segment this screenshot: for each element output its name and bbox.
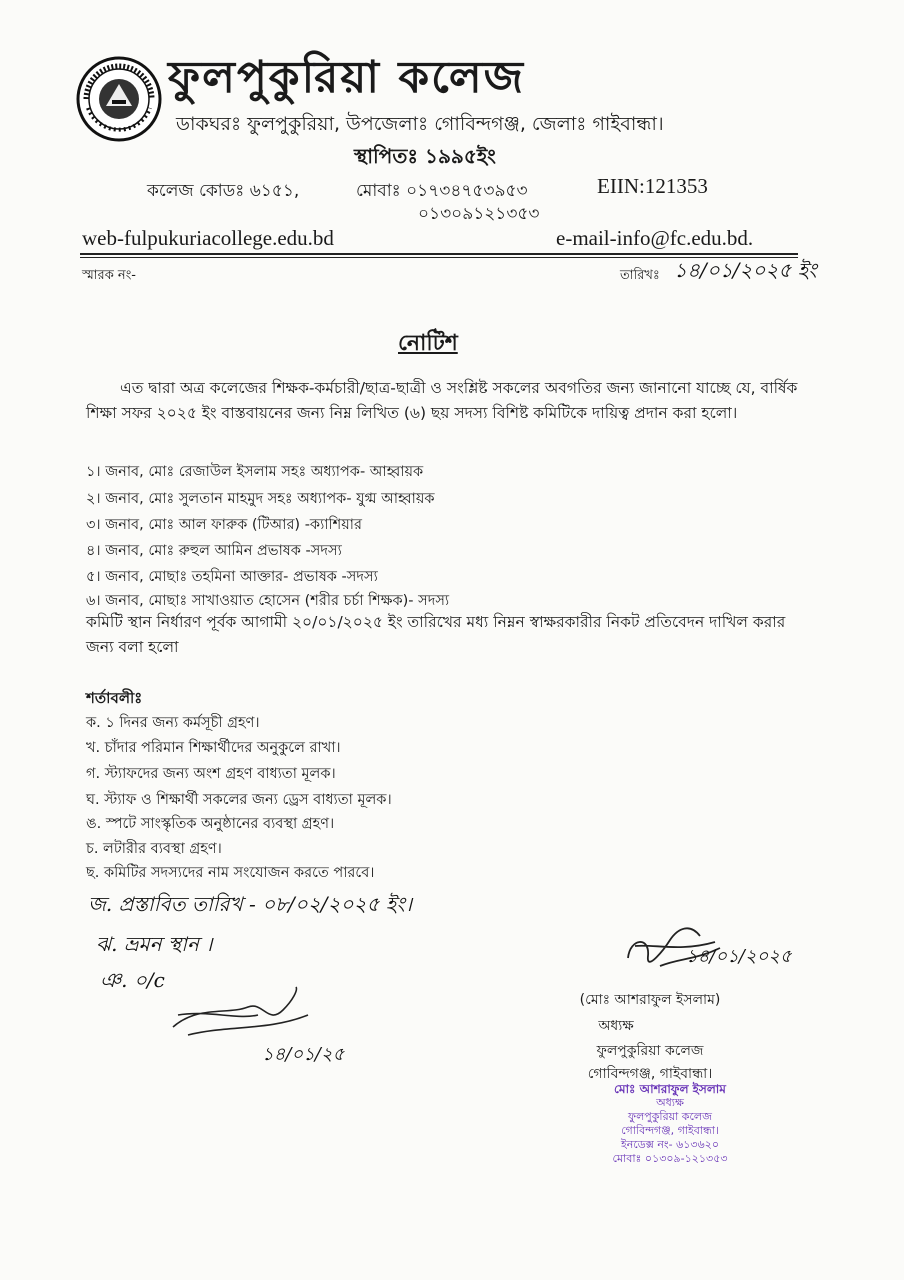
mobile-2: ০১৩০৯১২১৩৫৩: [418, 204, 540, 224]
signatory-name: (মোঃ আশরাফুল ইসলাম): [579, 992, 721, 1008]
member-item: ১। জনাব, মোঃ রেজাউল ইসলাম সহঃ অধ্যাপক- আহ্বায়ক: [86, 464, 424, 480]
stamp-designation: অধ্যক্ষ: [656, 1096, 684, 1109]
term-item: ছ. কমিটির সদস্যদের নাম সংযোজন করতে পারবে।: [86, 865, 375, 881]
address: ডাকঘরঃ ফুলপুকুরিয়া, উপজেলাঃ গোবিন্দগঞ্জ, জেলাঃ গাইবান্ধা।: [176, 113, 664, 135]
date-handwritten: ১৪/০১/২০২৫ ইং: [674, 258, 817, 282]
handwritten-note: জ. প্রস্তাবিত তারিখ - ০৮/০২/২০২৫ ইং।: [88, 892, 413, 916]
member-item: ৪। জনাব, মোঃ রুহুল আমিন প্রভাষক -সদস্য: [86, 543, 342, 559]
term-item: চ. লটারীর ব্যবস্থা গ্রহণ।: [86, 841, 222, 857]
stamp-index: ইনডেক্স নং- ৬১৩৬২০: [620, 1138, 720, 1151]
term-item: ঙ. স্পটে সাংস্কৃতিক অনুষ্ঠানের ব্যবস্থা গ্রহণ।: [86, 816, 335, 832]
notice-intro: এত দ্বারা অত্র কলেজের শিক্ষক-কর্মচারী/ছাত্র-ছাত্রী ও সংশ্লিষ্ট সকলের অবগতির জন্য জানানো যাচ্ছে যে, বার্ষিক শিক্ষা সফর ২০২৫ ইং বাস্তবায়নের জন্য নিম্ন লিখিত (৬) ছয় সদস্য বিশিষ্ট কমিটিকে দায়িত্ব প্রদান করা হলো।: [86, 379, 798, 422]
college-logo-icon: [76, 56, 162, 142]
member-item: ২। জনাব, মোঃ সুলতান মাহমুদ সহঃ অধ্যাপক- যুগ্ম আহ্বায়ক: [86, 491, 435, 507]
member-item: ৬। জনাব, মোছাঃ সাখাওয়াত হোসেন (শরীর চর্চা শিক্ষক)- সদস্য: [86, 593, 450, 609]
terms-title: শর্তাবলীঃ: [86, 689, 143, 707]
term-item: খ. চাঁদার পরিমান শিক্ষার্থীদের অনুকুলে রাখা।: [86, 740, 341, 756]
college-name: ফুলপুকুরিয়া কলেজ: [168, 52, 525, 103]
stamp-name: মোঃ আশরাফুল ইসলাম: [614, 1082, 726, 1096]
mobile-1: মোবাঃ ০১৭৩৪৭৫৩৯৫৩: [356, 181, 528, 201]
signatory-designation: অধ্যক্ষ: [598, 1018, 634, 1034]
term-item: ক. ১ দিনর জন্য কর্মসূচী গ্রহণ।: [86, 715, 260, 731]
handwritten-note: ঝ. ভ্রমন স্থান ।: [96, 932, 213, 956]
eiin: EIIN:121353: [597, 174, 708, 198]
header-divider: [80, 253, 798, 255]
signatory-location: গোবিন্দগঞ্জ, গাইবান্ধা।: [587, 1066, 713, 1082]
initial-signature-icon: [168, 985, 318, 1045]
email: e-mail-info@fc.edu.bd.: [556, 226, 754, 250]
signature-date: ১৪/০১/২০২৫: [686, 946, 792, 967]
stamp-institution: ফুলপুকুরিয়া কলেজ: [628, 1110, 712, 1123]
term-item: গ. স্ট্যাফদের জন্য অংশ গ্রহণ বাধ্যতা মূলক।: [86, 766, 336, 782]
website: web-fulpukuriacollege.edu.bd: [82, 226, 334, 250]
stamp-mobile: মোবাঃ ০১৩০৯-১২১৩৫৩: [612, 1152, 728, 1165]
member-item: ৩। জনাব, মোঃ আল ফারুক (টিআর) -ক্যাশিয়ার: [86, 517, 362, 533]
initial-date: ১৪/০১/২৫: [262, 1044, 345, 1065]
member-item: ৫। জনাব, মোছাঃ তহমিনা আক্তার- প্রভাষক -সদস্য: [86, 569, 378, 585]
handwritten-note: ঞ. ০/c: [100, 968, 165, 992]
term-item: ঘ. স্ট্যাফ ও শিক্ষার্থী সকলের জন্য ড্রেস বাধ্যতা মূলক।: [86, 792, 392, 808]
memo-label: স্মারক নং-: [82, 268, 136, 283]
signatory-institution: ফুলপুকুরিয়া কলেজ: [596, 1043, 704, 1059]
notice-title: নোটিশ: [398, 331, 458, 356]
stamp-location: গোবিন্দগঞ্জ, গাইবান্ধা।: [621, 1124, 719, 1137]
established: স্থাপিতঃ ১৯৯৫ইং: [354, 144, 496, 168]
notice-closing: কমিটি স্থান নির্ধারণ পূর্বক আগামী ২০/০১/২০২৫ ইং তারিখের মধ্য নিম্নন স্বাক্ষরকারীর নিকট প্রতিবেদন দাখিল করার জন্য বলা হলো: [86, 613, 786, 656]
date-label: তারিখঃ: [620, 268, 660, 283]
college-code: কলেজ কোডঃ ৬১৫১,: [147, 181, 300, 201]
